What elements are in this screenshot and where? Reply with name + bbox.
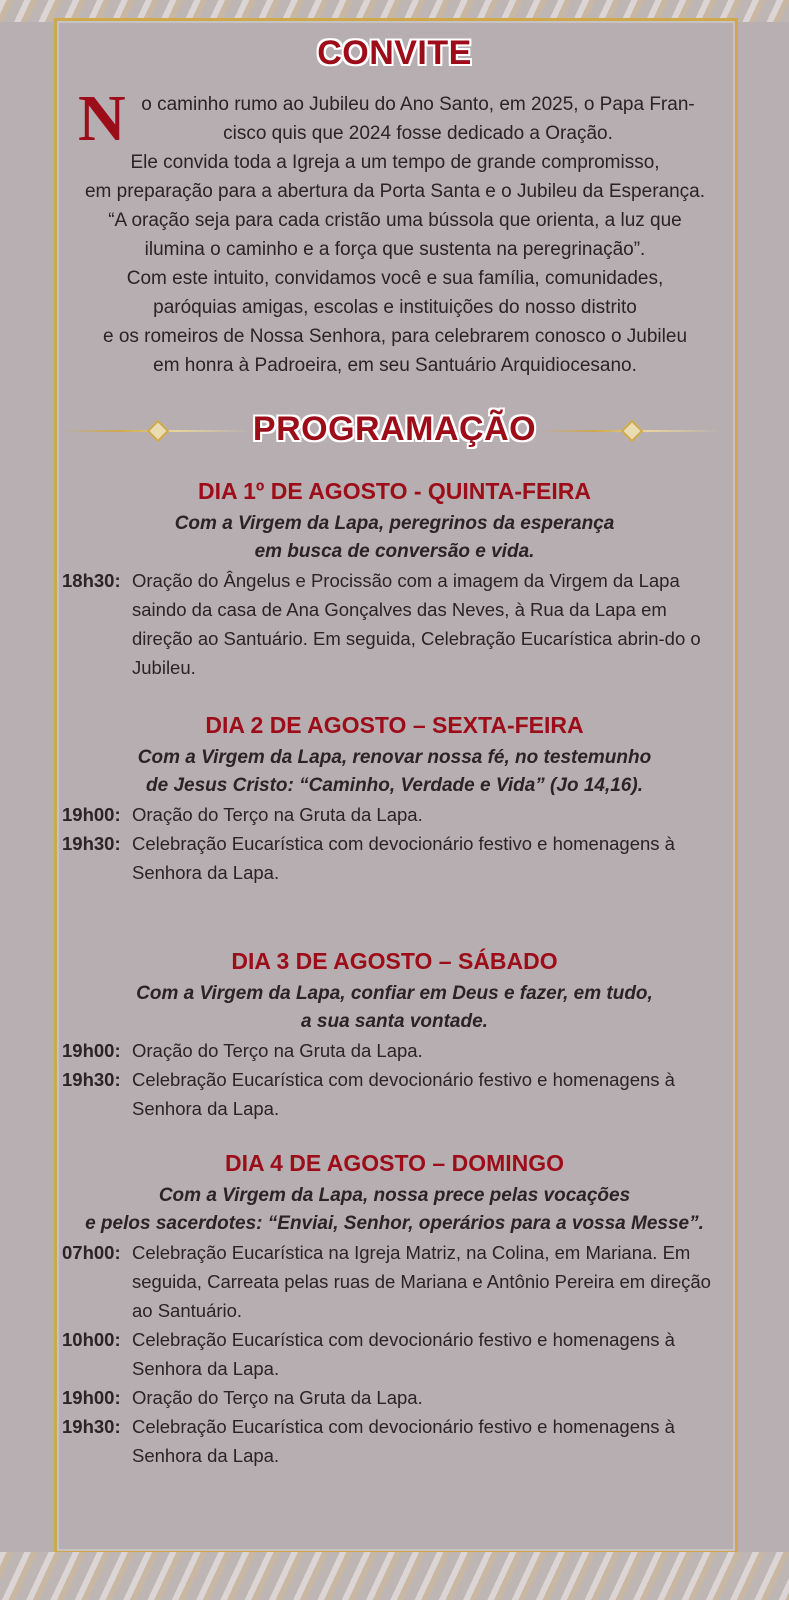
- theme-line: em busca de conversão e vida.: [254, 541, 535, 562]
- schedule-item: [62, 1238, 722, 1325]
- schedule-time: 19h00:: [62, 1040, 121, 1061]
- schedule-time: 19h00:: [62, 804, 121, 825]
- schedule-item: [62, 1412, 722, 1470]
- theme-line: de Jesus Cristo: “Caminho, Verdade e Vida” (Jo 14,16).: [146, 775, 643, 796]
- schedule-description: Celebração Eucarística com devocionário festivo e homenagens à Senhora da Lapa.: [132, 1416, 675, 1466]
- schedule-time: 19h30:: [62, 1069, 121, 1090]
- schedule-time: 19h30:: [62, 833, 121, 854]
- intro-line: e os romeiros de Nossa Senhora, para celebrarem conosco o Jubileu: [102, 326, 688, 347]
- schedule-item: [62, 1325, 722, 1383]
- schedule-time: 19h00:: [62, 1387, 121, 1408]
- intro-line: o caminho rumo ao Jubileu do Ano Santo, em 2025, o Papa Fran-: [141, 94, 695, 115]
- theme-line: e pelos sacerdotes: “Enviai, Senhor, operários para a vossa Messe”.: [85, 1213, 704, 1234]
- convite-title: CONVITE: [317, 34, 472, 72]
- day-theme: [0, 744, 789, 800]
- day-theme: [0, 980, 789, 1036]
- schedule-description: Oração do Terço na Gruta da Lapa.: [132, 804, 423, 825]
- bottom-ornament-band: [0, 1552, 789, 1600]
- theme-line: a sua santa vontade.: [301, 1011, 488, 1032]
- schedule-description: Oração do Terço na Gruta da Lapa.: [132, 1040, 423, 1061]
- invitation-text: [62, 90, 728, 380]
- day-heading: DIA 3 DE AGOSTO – SÁBADO: [231, 948, 558, 974]
- schedule-item: [62, 1036, 722, 1065]
- programacao-title: PROGRAMAÇÃO: [252, 410, 537, 448]
- day-heading: DIA 2 DE AGOSTO – SEXTA-FEIRA: [205, 712, 584, 738]
- schedule-time: 18h30:: [62, 570, 121, 591]
- schedule-description: Celebração Eucarística com devocionário festivo e homenagens à Senhora da Lapa.: [132, 1329, 675, 1379]
- intro-line: ilumina o caminho e a força que sustenta na peregrinação”.: [144, 239, 646, 260]
- schedule-item: [62, 566, 722, 682]
- theme-line: Com a Virgem da Lapa, confiar em Deus e fazer, em tudo,: [136, 983, 653, 1004]
- day-heading: DIA 4 DE AGOSTO – DOMINGO: [224, 1150, 565, 1176]
- intro-line: em preparação para a abertura da Porta Santa e o Jubileu da Esperança.: [84, 181, 705, 202]
- schedule-description: Celebração Eucarística com devocionário festivo e homenagens à Senhora da Lapa.: [132, 1069, 675, 1119]
- schedule-time: 19h30:: [62, 1416, 121, 1437]
- schedule-description: Oração do Terço na Gruta da Lapa.: [132, 1387, 423, 1408]
- day-theme: [0, 1182, 789, 1238]
- schedule-description: Oração do Ângelus e Procissão com a imagem da Virgem da Lapa saindo da casa de Ana Gonçalves das Neves, à Rua da Lapa em direção ao Santuário. Em seguida, Celebração Eucarística abrin-do o Jubileu.: [132, 570, 701, 678]
- schedule-item: [62, 829, 722, 887]
- schedule-item: [62, 1065, 722, 1123]
- schedule-item: [62, 800, 722, 829]
- day-theme: [0, 510, 789, 566]
- schedule-description: Celebração Eucarística na Igreja Matriz, na Colina, em Mariana. Em seguida, Carreata pelas ruas de Mariana e Antônio Pereira em direção ao Santuário.: [132, 1242, 711, 1321]
- day-heading: DIA 1º DE AGOSTO - QUINTA-FEIRA: [197, 478, 592, 504]
- theme-line: Com a Virgem da Lapa, peregrinos da esperança: [174, 513, 615, 534]
- schedule-time: 07h00:: [62, 1242, 121, 1263]
- intro-line: paróquias amigas, escolas e instituições do nosso distrito: [153, 297, 637, 318]
- intro-line: Com este intuito, convidamos você e sua família, comunidades,: [126, 268, 664, 289]
- theme-line: Com a Virgem da Lapa, nossa prece pelas vocações: [158, 1185, 631, 1206]
- theme-line: Com a Virgem da Lapa, renovar nossa fé, no testemunho: [137, 747, 652, 768]
- dropcap-letter: N: [78, 82, 126, 155]
- intro-line: em honra à Padroeira, em seu Santuário Arquidiocesano.: [153, 355, 637, 376]
- intro-line: Ele convida toda a Igreja a um tempo de grande compromisso,: [130, 152, 660, 173]
- schedule-time: 10h00:: [62, 1329, 121, 1350]
- intro-line: cisco quis que 2024 fosse dedicado a Oração.: [223, 123, 613, 144]
- schedule-item: [62, 1383, 722, 1412]
- intro-line: “A oração seja para cada cristão uma bússola que orienta, a luz que: [108, 210, 682, 231]
- schedule-description: Celebração Eucarística com devocionário festivo e homenagens à Senhora da Lapa.: [132, 833, 675, 883]
